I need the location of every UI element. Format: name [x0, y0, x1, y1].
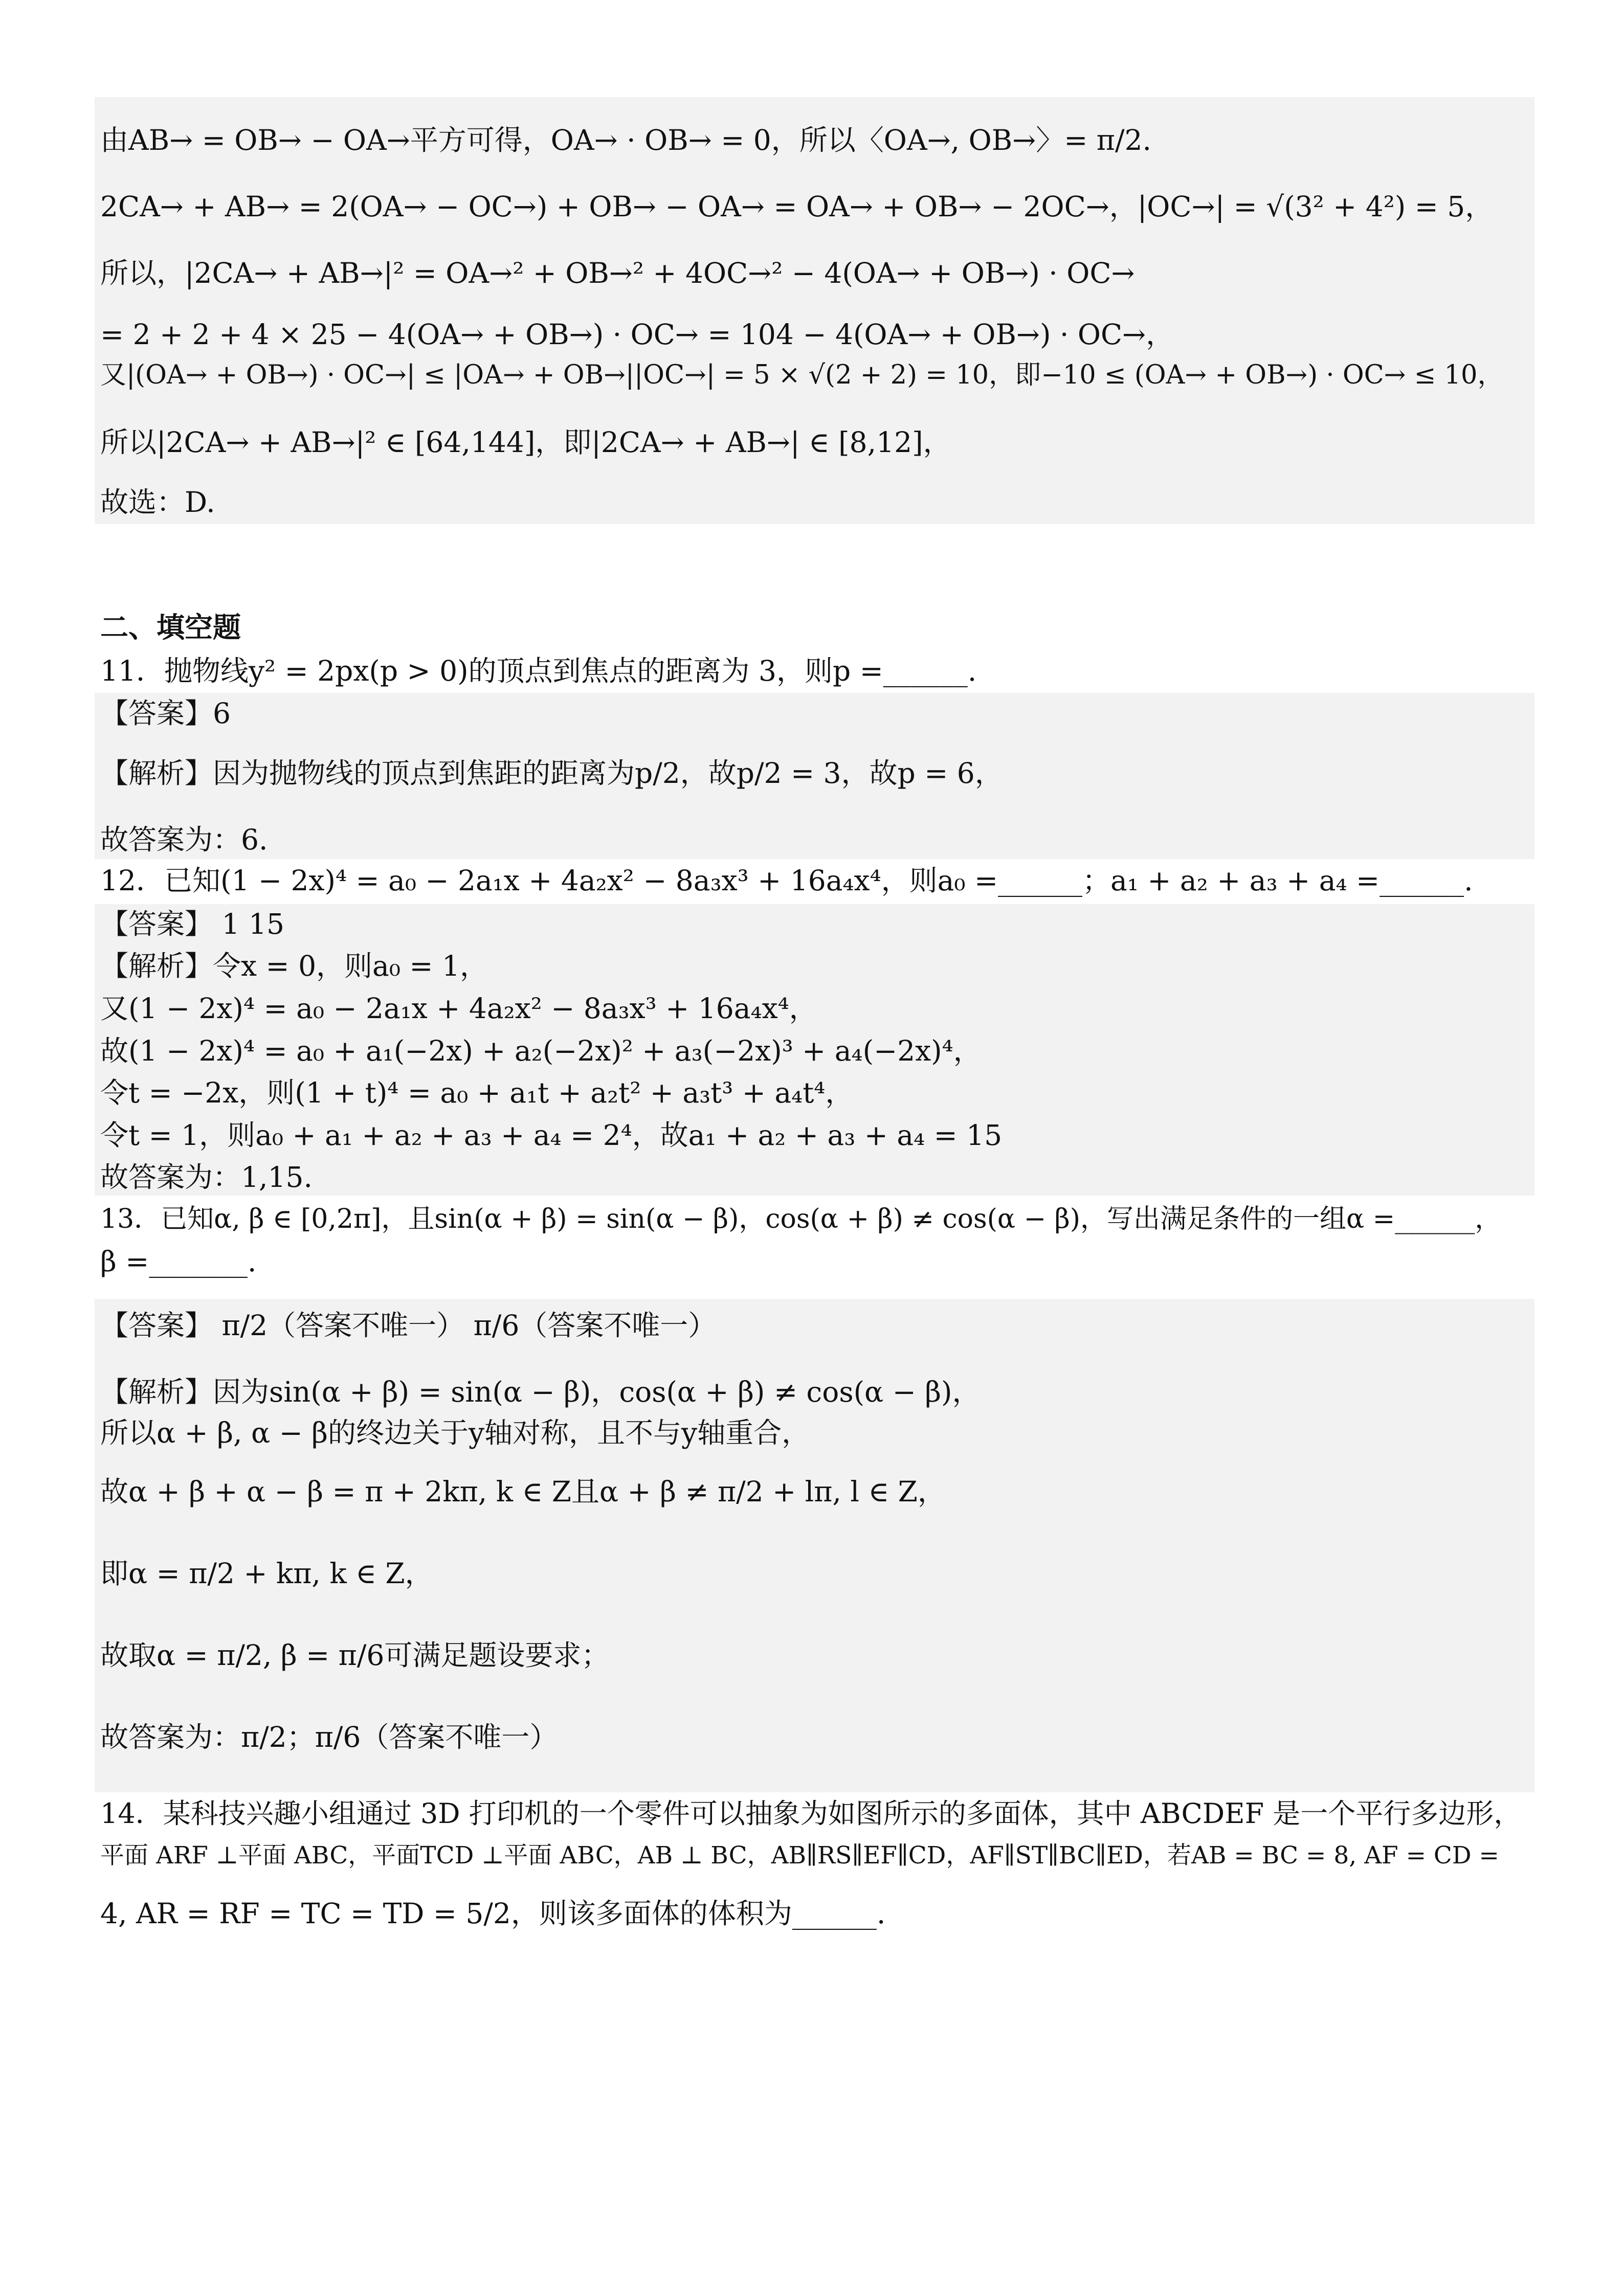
answer-11: 【答案】6 [100, 697, 231, 730]
solution-line: 所以，|2CA→ + AB→|² = OA→² + OB→² + 4OC→² − 4(OA→ + OB→) · OC→ [100, 257, 1135, 289]
section-title: 二、填空题 [100, 611, 241, 644]
conclusion-11: 故答案为：6. [100, 823, 268, 856]
analysis-line: 【解析】因为sin(α + β) = sin(α − β)，cos(α + β) ≠ cos(α − β)， [100, 1376, 981, 1408]
answer-13: 【答案】 π/2（答案不唯一） π/6（答案不唯一） [100, 1309, 717, 1342]
solution-line: = 2 + 2 + 4 × 25 − 4(OA→ + OB→) · OC→ = 104 − 4(OA→ + OB→) · OC→， [100, 318, 1174, 351]
analysis-line: 又(1 − 2x)⁴ = a₀ − 2a₁x + 4a₂x² − 8a₃x³ + 16a₄x⁴， [100, 992, 817, 1025]
question-12: 12．已知(1 − 2x)⁴ = a₀ − 2a₁x + 4a₂x² − 8a₃x³ + 16a₄x⁴，则a₀ =______；a₁ + a₂ + a₃ + a₄ =______. [100, 864, 1473, 897]
analysis-line: 【解析】令x = 0，则a₀ = 1， [100, 950, 488, 982]
analysis-line: 故α + β + α − β = π + 2kπ, k ∈ Z且α + β ≠ π/2 + lπ, l ∈ Z， [100, 1475, 946, 1508]
analysis-line: 故答案为：π/2；π/6（答案不唯一） [100, 1721, 558, 1753]
analysis-line: 即α = π/2 + kπ, k ∈ Z， [100, 1557, 433, 1590]
analysis-line: 故取α = π/2, β = π/6可满足题设要求； [100, 1639, 610, 1672]
solution-box-13 [95, 1299, 1534, 1792]
question-13: 13．已知α, β ∈ [0,2π]，且sin(α + β) = sin(α − β)，cos(α + β) ≠ cos(α − β)，写出满足条件的一组α =______， [100, 1204, 1502, 1234]
solution-line: 故选：D. [100, 486, 215, 519]
analysis-11: 【解析】因为抛物线的顶点到焦距的距离为p/2，故p/2 = 3，故p = 6， [100, 757, 1003, 790]
analysis-line: 令t = −2x，则(1 + t)⁴ = a₀ + a₁t + a₂t² + a₃t³ + a₄t⁴， [100, 1076, 854, 1109]
solution-line: 2CA→ + AB→ = 2(OA→ − OC→) + OB→ − OA→ = OA→ + OB→ − 2OC→，|OC→| = √(3² + 4²) = 5， [100, 190, 1494, 223]
analysis-line: 所以α + β, α − β的终边关于y轴对称，且不与y轴重合， [100, 1416, 810, 1449]
question-14-cont: 平面 ARF ⊥平面 ABC，平面TCD ⊥平面 ABC，AB ⊥ BC，AB∥RS∥EF∥CD，AF∥ST∥BC∥ED，若AB = BC = 8, AF = CD = [100, 1841, 1499, 1870]
analysis-line: 故答案为：1,15. [100, 1161, 313, 1194]
question-13-cont: β =_______. [100, 1245, 257, 1278]
solution-line: 由AB→ = OB→ − OA→平方可得，OA→ · OB→ = 0，所以〈OA→, OB→〉= π/2. [100, 124, 1151, 156]
question-14-cont: 4, AR = RF = TC = TD = 5/2，则该多面体的体积为______. [100, 1897, 886, 1930]
question-11: 11．抛物线y² = 2px(p > 0)的顶点到焦点的距离为 3，则p =______. [100, 655, 977, 687]
analysis-line: 令t = 1，则a₀ + a₁ + a₂ + a₃ + a₄ = 2⁴，故a₁ + a₂ + a₃ + a₄ = 15 [100, 1119, 1003, 1152]
question-14: 14．某科技兴趣小组通过 3D 打印机的一个零件可以抽象为如图所示的多面体，其中 ABCDEF 是一个平行多边形， [100, 1797, 1522, 1830]
solution-box-10 [95, 97, 1534, 524]
answer-12: 【答案】 1 15 [100, 908, 284, 940]
analysis-line: 故(1 − 2x)⁴ = a₀ + a₁(−2x) + a₂(−2x)² + a₃(−2x)³ + a₄(−2x)⁴， [100, 1034, 982, 1067]
solution-line: 又|(OA→ + OB→) · OC→| ≤ |OA→ + OB→||OC→| = 5 × √(2 + 2) = 10，即−10 ≤ (OA→ + OB→) · OC→ ≤ 10， [100, 360, 1504, 390]
solution-line: 所以|2CA→ + AB→|² ∈ [64,144]，即|2CA→ + AB→| ∈ [8,12]， [100, 426, 951, 459]
